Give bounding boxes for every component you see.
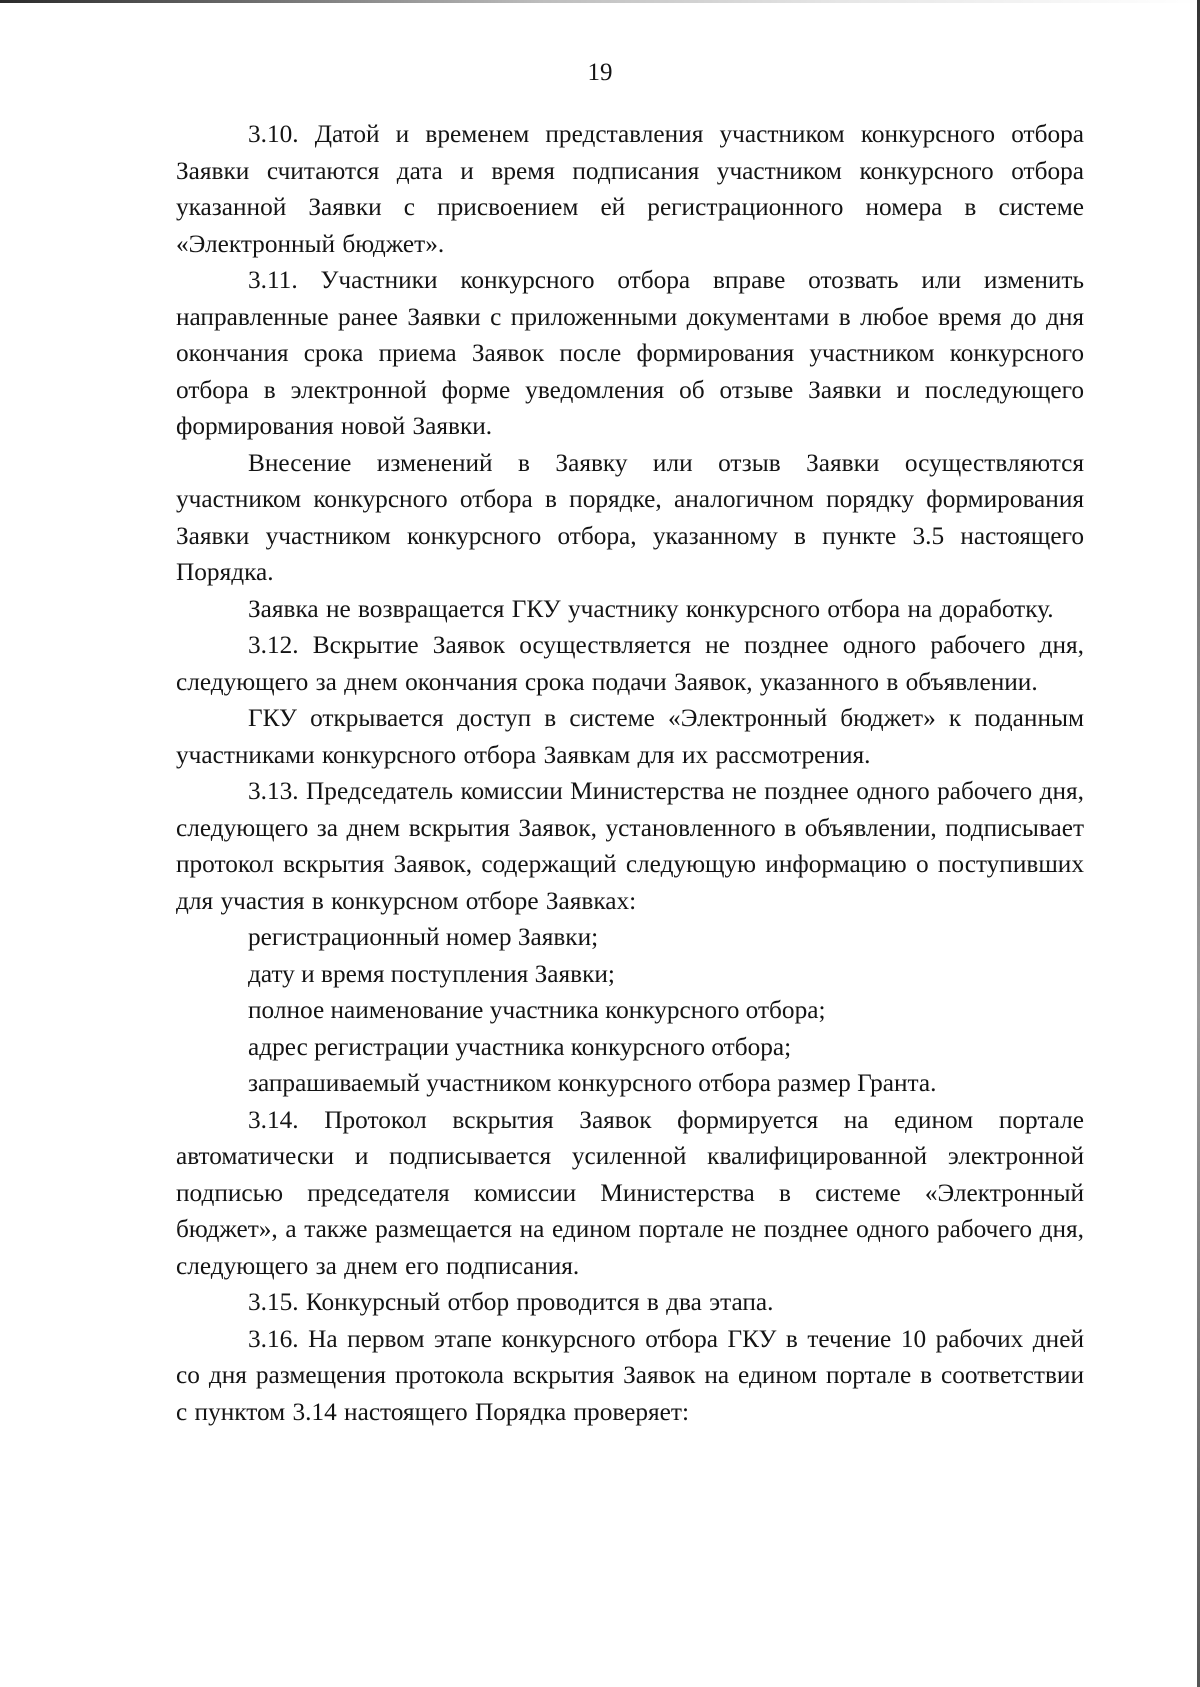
paragraph-3-14: 3.14. Протокол вскрытия Заявок формируется на едином портале автоматически и подписывается усиленной квалифицированной электронной подписью председателя комиссии Министерства в системе «Электронный бюджет», а также размещается на едином портале не позднее одного рабочего дня, следующего за днем его подписания. (176, 1105, 1084, 1280)
paragraph-amendments: Внесение изменений в Заявку или отзыв Заявки осуществляются участником конкурсного отбора в порядке, аналогичном порядку формирования Заявки участником конкурсного отбора, указанному в пункте 3.5 настоящего Порядка. (176, 448, 1084, 586)
paragraph-3-11: 3.11. Участники конкурсного отбора вправе отозвать или изменить направленные ранее Заявки с приложенными документами в любое время до дня окончания срока приема Заявок после формирования участником конкурсного отбора в электронной форме уведомления об отзыве Заявки и последующего формирования новой Заявки. (176, 266, 1084, 440)
paragraph-3-16: 3.16. На первом этапе конкурсного отбора ГКУ в течение 10 рабочих дней со дня размещения протокола вскрытия Заявок на едином портале в соответствии с пунктом 3.14 настоящего Порядка проверяет: (176, 1324, 1084, 1426)
paragraph-3-13: 3.13. Председатель комиссии Министерства не позднее одного рабочего дня, следующего за днем вскрытия Заявок, установленного в объявлении, подписывает протокол вскрытия Заявок, содержащий следующую информацию о поступивших для участия в конкурсном отборе Заявках: (176, 777, 1084, 915)
paragraph-3-15: 3.15. Конкурсный отбор проводится в два этапа. (248, 1288, 774, 1316)
page-number: 19 (587, 59, 613, 86)
paragraph-no-return: Заявка не возвращается ГКУ участнику конкурсного отбора на доработку. (248, 594, 1054, 623)
list-item-date-time: дату и время поступления Заявки; (248, 959, 615, 988)
document-body (176, 116, 1084, 1430)
paragraph-3-12: 3.12. Вскрытие Заявок осуществляется не позднее одного рабочего дня, следующего за днем окончания срока подачи Заявок, указанного в объявлении. (176, 631, 1084, 696)
paragraph-3-10: 3.10. Датой и временем представления участником конкурсного отбора Заявки считаются дата и время подписания участником конкурсного отбора указанной Заявки с присвоением ей регистрационного номера в системе «Электронный бюджет». (176, 120, 1084, 258)
list-item-grant-amount: запрашиваемый участником конкурсного отбора размер Гранта. (248, 1069, 937, 1097)
paragraph-access: ГКУ открывается доступ в системе «Электронный бюджет» к поданным участниками конкурсного отбора Заявкам для их рассмотрения. (176, 704, 1084, 769)
list-item-full-name: полное наименование участника конкурсного отбора; (248, 996, 826, 1024)
scan-edge-top (0, 0, 1200, 3)
list-item-address: адрес регистрации участника конкурсного отбора; (248, 1032, 792, 1061)
list-item-registration-number: регистрационный номер Заявки; (248, 923, 599, 951)
